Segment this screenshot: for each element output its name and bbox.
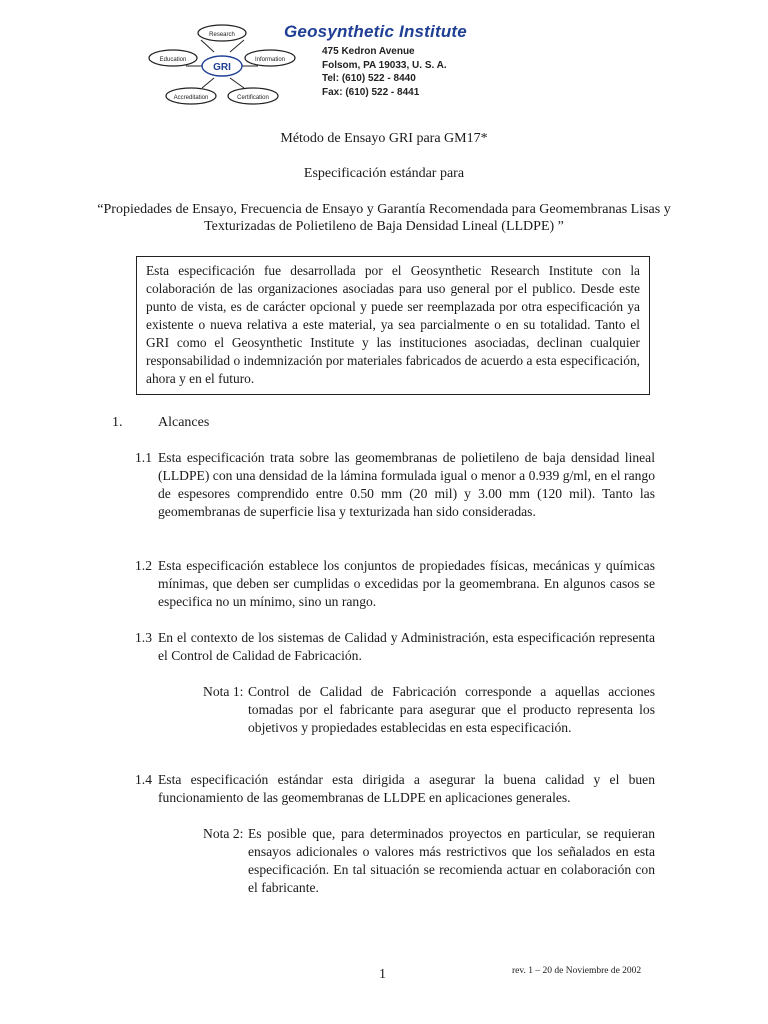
org-name: Geosynthetic Institute: [284, 22, 467, 41]
note-2: [203, 825, 655, 897]
logo-node-text: Certification: [237, 95, 269, 101]
org-address: [322, 45, 447, 100]
note-1: [203, 683, 655, 737]
clause-text: Esta especificación estándar esta dirigida a asegurar la buena calidad y el buen funcionamiento de las geomembranas de LLDPE en aplicaciones generales.: [158, 772, 655, 805]
logo-node-text: Information: [254, 57, 286, 63]
logo-connector: [202, 78, 214, 88]
revision-note: rev. 1 – 20 de Noviembre de 2002: [512, 966, 642, 976]
address-city: Folsom, PA 19033, U. S. A.: [322, 59, 447, 71]
clause-number: 1.3: [135, 630, 152, 645]
section-title: Alcances: [158, 415, 210, 430]
note-text: Es posible que, para determinados proyectos en particular, se requieran ensayos adicionales o valores más restrictivos que los señalados en esta especificación. En tal situación se recomienda actuar en colaboración con el fabricante.: [248, 826, 655, 895]
logo-connector: [230, 40, 244, 52]
document-subtitle: Especificación estándar para: [303, 166, 465, 181]
note-label: Nota 2:: [203, 826, 244, 841]
document-title: Método de Ensayo GRI para GM17*: [280, 131, 488, 146]
clause-text: Esta especificación trata sobre las geomembranas de polietileno de baja densidad lineal (LLDPE) con una densidad de la lámina formulada igual o menor a 0.939 g/ml, en el rango de espesores comprendido entre 0.50 mm (20 mil) y 3.00 mm (120 mil). Tanto las geomembranas de superficie lisa y texturizada han sido consideradas.: [158, 450, 655, 519]
clause-number: 1.2: [135, 558, 152, 573]
logo-node-text: Accreditation: [173, 95, 209, 101]
clause-number: 1.4: [135, 772, 152, 787]
clause-1-2: [135, 557, 655, 611]
clause-1-4: [135, 771, 655, 807]
clause-text: Esta especificación establece los conjuntos de propiedades físicas, mecánicas y químicas mínimas, que deben ser cumplidas o excedidas por la geomembrana. En algunos casos se especifica no un mínimo, sino un rango.: [158, 558, 655, 609]
address-phone: Tel: (610) 522 - 8440: [322, 73, 416, 85]
clause-1-1: [135, 449, 655, 521]
logo-center-text: GRI: [213, 62, 231, 73]
logo-node-text: Research: [209, 32, 235, 38]
clause-1-3: [135, 629, 655, 665]
gri-logo: [148, 20, 296, 112]
logo-connector: [201, 40, 214, 52]
note-text: Control de Calidad de Fabricación corresponde a aquellas acciones tomadas por el fabricante para asegurar que el producto representa los objetivos y propiedades establecidas en esta especificación.: [248, 684, 655, 735]
address-street: 475 Kedron Avenue: [322, 46, 415, 57]
page-number: 1: [379, 967, 386, 982]
address-fax: Fax: (610) 522 - 8441: [322, 87, 420, 99]
note-label: Nota 1:: [203, 684, 244, 699]
disclaimer-box: Esta especificación fue desarrollada por el Geosynthetic Research Institute con la colaboración de las organizaciones asociadas para uso general por el publico. Desde este punto de vista, es de carácter opcional y puede ser reemplazada por otra especificación ya existente o nueva relativa a este material, ya sea parcialmente o en su totalidad. Tanto el GRI como el Geosynthetic Institute y las instituciones asociadas, declinan cualquier responsabilidad o indemnización por materiales fabricados de acuerdo a esta especificación, ahora y en el futuro.: [136, 256, 650, 395]
document-quoted-title: “Propiedades de Ensayo, Frecuencia de Ensayo y Garantía Recomendada para Geomembranas Lisas y Texturizadas de Polietileno de Baja Densidad Lineal (LLDPE) ”: [97, 202, 671, 234]
logo-node-text: Education: [159, 57, 187, 63]
section-number: 1.: [112, 415, 123, 430]
clause-text: En el contexto de los sistemas de Calidad y Administración, esta especificación representa el Control de Calidad de Fabricación.: [158, 630, 655, 663]
clause-number: 1.1: [135, 450, 152, 465]
logo-connector: [230, 78, 244, 88]
